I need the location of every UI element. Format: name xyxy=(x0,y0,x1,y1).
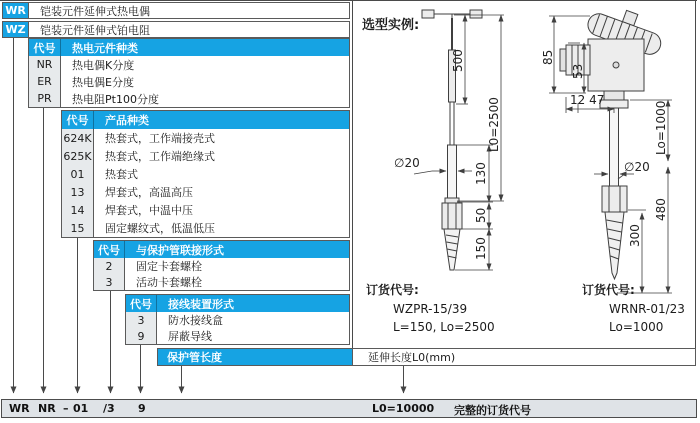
series-code-wz: WZ xyxy=(3,22,29,37)
table-header xyxy=(94,241,349,258)
dim-130: 130 xyxy=(474,162,488,185)
example-diagram-right xyxy=(540,3,695,303)
extension-length-value: 延伸长度L0(mm) xyxy=(352,348,696,366)
row-code: 2 xyxy=(94,258,125,274)
row-code: 3 xyxy=(94,274,125,290)
header-code-label: 代号 xyxy=(94,241,125,258)
table-row xyxy=(94,258,349,274)
dim-dia20: ∅20 xyxy=(624,160,650,174)
bar-code-01: 01 xyxy=(73,402,89,415)
bar-code-3: /3 xyxy=(103,402,115,415)
table-row xyxy=(62,165,349,183)
order-block-right xyxy=(582,281,685,334)
header-title: 热电元件种类 xyxy=(72,41,138,55)
order-code: WRNR-01/23 xyxy=(609,302,685,316)
header-code-label: 代号 xyxy=(62,111,94,129)
product-kind-table xyxy=(61,110,350,238)
order-label: 订货代号: xyxy=(366,283,419,297)
series-desc-wr: 铠装元件延伸式热电偶 xyxy=(29,3,349,18)
row-desc: 固定螺纹式，低温低压 xyxy=(105,222,215,235)
header-title: 接线装置形式 xyxy=(168,297,234,311)
table-header xyxy=(29,39,349,56)
row-desc: 热套式 xyxy=(105,168,138,181)
row-desc: 防水接线盒 xyxy=(168,314,223,327)
header-title: 产品种类 xyxy=(105,114,149,127)
order-code-bar xyxy=(1,399,697,418)
row-desc: 热套式，工作端绝缘式 xyxy=(105,150,215,163)
row-code: NR xyxy=(29,56,61,73)
row-desc: 活动卡套螺栓 xyxy=(136,276,202,289)
table-row xyxy=(62,129,349,147)
row-desc: 屏蔽导线 xyxy=(168,330,212,343)
table-row xyxy=(29,73,349,90)
header-code-label: 代号 xyxy=(126,295,157,312)
series-row-wz xyxy=(2,21,350,38)
row-desc: 焊套式，中温中压 xyxy=(105,204,193,217)
order-block-left xyxy=(366,281,495,334)
row-code: ER xyxy=(29,73,61,90)
table-row xyxy=(94,274,349,290)
dim-lo-1000: Lo=1000 xyxy=(654,100,668,155)
row-code: 9 xyxy=(126,328,157,344)
bar-complete-label: 完整的订货代号 xyxy=(454,404,531,417)
series-desc-wz: 铠装元件延伸式铂电阻 xyxy=(29,22,349,37)
dim-50: 50 xyxy=(474,207,488,223)
bar-code-9: 9 xyxy=(138,402,146,415)
table-row xyxy=(29,56,349,73)
dim-480: 480 xyxy=(654,198,668,221)
row-desc: 热套式，工作端接壳式 xyxy=(105,132,215,145)
row-code: 01 xyxy=(62,165,94,183)
table-row xyxy=(62,183,349,201)
header-title: 与保护管联接形式 xyxy=(136,243,224,257)
bar-code-nr: NR xyxy=(38,402,56,415)
dim-12-47: 12 47 xyxy=(570,93,605,107)
wiring-device-table xyxy=(125,294,350,345)
example-title: 选型实例: xyxy=(362,18,420,33)
dim-150: 150 xyxy=(474,237,488,260)
order-label: 订货代号: xyxy=(582,283,635,297)
table-header xyxy=(126,295,349,312)
row-code: 3 xyxy=(126,312,157,328)
series-code-wr: WR xyxy=(3,3,29,18)
row-code: 13 xyxy=(62,183,94,201)
row-desc: 焊套式，高温高压 xyxy=(105,186,193,199)
table-row xyxy=(62,219,349,237)
row-code: PR xyxy=(29,90,61,107)
order-detail: Lo=1000 xyxy=(609,320,664,334)
series-row-wr xyxy=(2,2,350,19)
table-row xyxy=(62,147,349,165)
row-desc: 热电阻Pt100分度 xyxy=(72,92,159,106)
tube-length-label: 保护管长度 xyxy=(157,348,353,366)
element-type-table xyxy=(28,38,350,108)
bar-length-code: L0=10000 xyxy=(372,402,435,415)
dim-500: 500 xyxy=(451,49,465,72)
row-desc: 固定卡套螺栓 xyxy=(136,260,202,273)
table-row xyxy=(29,90,349,107)
dim-85: 85 xyxy=(541,49,555,65)
row-code: 15 xyxy=(62,219,94,237)
row-desc: 热电偶E分度 xyxy=(72,75,134,89)
dim-300: 300 xyxy=(628,224,642,247)
dim-dia20: ∅20 xyxy=(394,156,420,170)
row-code: 624K xyxy=(62,129,94,147)
table-row xyxy=(126,328,349,344)
header-code-label: 代号 xyxy=(29,39,61,56)
table-row xyxy=(62,201,349,219)
example-diagram-left xyxy=(354,4,526,280)
dim-l0-2500: L0=2500 xyxy=(487,97,501,152)
dim-53: 53 xyxy=(571,63,585,79)
table-header xyxy=(62,111,349,129)
bar-code-dash: – xyxy=(63,402,69,415)
order-code: WZPR-15/39 xyxy=(393,302,468,316)
row-desc: 热电偶K分度 xyxy=(72,58,135,72)
row-code: 14 xyxy=(62,201,94,219)
table-row xyxy=(126,312,349,328)
tube-connection-table xyxy=(93,240,350,291)
order-detail: L=150, Lo=2500 xyxy=(393,320,495,334)
bar-code-wr: WR xyxy=(9,402,30,415)
row-code: 625K xyxy=(62,147,94,165)
